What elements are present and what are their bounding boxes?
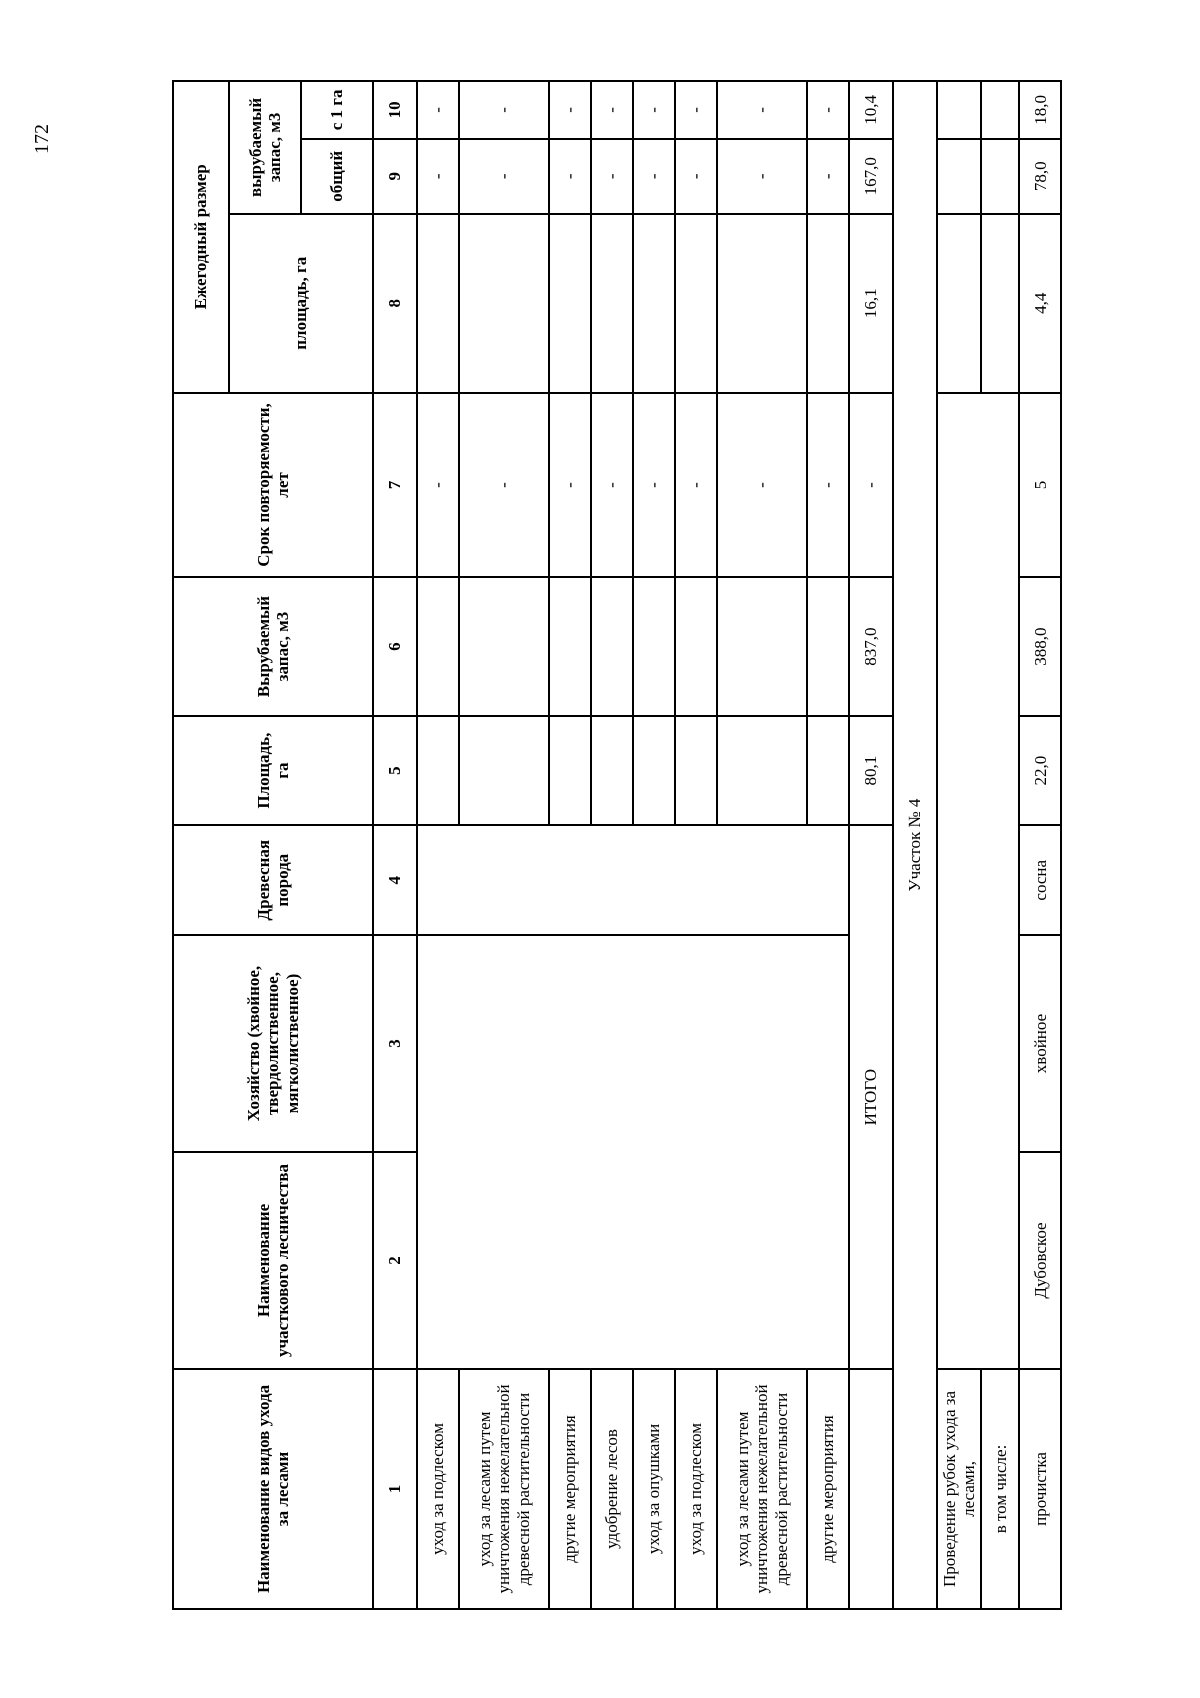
table-row	[1019, 81, 1061, 1609]
area-cell	[633, 716, 675, 826]
annual-area-cell: 4,4	[1019, 214, 1061, 393]
total-row	[849, 81, 893, 1609]
total-annual-area-cell: 16,1	[849, 214, 893, 393]
stock-cell	[591, 577, 633, 715]
header-care-type: Наименование видов ухода за лесами	[173, 1369, 373, 1609]
area-cell	[549, 716, 591, 826]
column-number: 8	[373, 214, 417, 393]
annual-per-ha-cell	[937, 81, 981, 139]
annual-total-cell: -	[459, 139, 549, 214]
annual-total-cell: -	[675, 139, 717, 214]
stock-cell	[675, 577, 717, 715]
header-annual-per-ha: с 1 га	[301, 81, 373, 139]
care-type-cell: прочистка	[1019, 1369, 1061, 1609]
table-row	[417, 81, 459, 1609]
annual-area-cell	[807, 214, 849, 393]
period-cell: -	[633, 393, 675, 578]
column-number: 9	[373, 139, 417, 214]
column-number: 4	[373, 825, 417, 935]
header-annual-stock: вырубаемый запас, м3	[229, 81, 301, 214]
area-cell	[591, 716, 633, 826]
table-row	[937, 81, 981, 1609]
header-species: Древесная порода	[173, 825, 373, 935]
annual-area-cell	[591, 214, 633, 393]
empty-merged-cell	[417, 935, 849, 1369]
total-area-cell: 80,1	[849, 716, 893, 826]
period-cell: -	[675, 393, 717, 578]
table-frame	[172, 80, 1050, 1610]
annual-area-cell	[937, 214, 981, 393]
stock-cell	[417, 577, 459, 715]
annual-per-ha-cell: -	[675, 81, 717, 139]
area-cell	[459, 716, 549, 826]
header-area: Площадь, га	[173, 716, 373, 826]
stock-cell	[549, 577, 591, 715]
stock-cell	[459, 577, 549, 715]
period-cell: -	[591, 393, 633, 578]
annual-total-cell: 78,0	[1019, 139, 1061, 214]
column-number: 3	[373, 935, 417, 1152]
header-forestry: Наименование участкового лесничества	[173, 1152, 373, 1369]
species-cell: сосна	[1019, 825, 1061, 935]
farm-type-cell: хвойное	[1019, 935, 1061, 1152]
period-cell: -	[717, 393, 807, 578]
period-cell: -	[549, 393, 591, 578]
total-stock-cell: 837,0	[849, 577, 893, 715]
annual-per-ha-cell: -	[633, 81, 675, 139]
column-number: 6	[373, 577, 417, 715]
forestry-cell: Дубовское	[1019, 1152, 1061, 1369]
annual-per-ha-cell: -	[717, 81, 807, 139]
period-cell: -	[459, 393, 549, 578]
annual-per-ha-cell: -	[591, 81, 633, 139]
annual-per-ha-cell: -	[459, 81, 549, 139]
header-annual-total: общий	[301, 139, 373, 214]
header-annual-area: площадь, га	[229, 214, 373, 393]
header-stock: Вырубаемый запас, м3	[173, 577, 373, 715]
annual-total-cell	[981, 139, 1019, 214]
area-cell	[417, 716, 459, 826]
area-cell: 22,0	[1019, 716, 1061, 826]
annual-per-ha-cell: -	[807, 81, 849, 139]
annual-area-cell	[717, 214, 807, 393]
annual-total-cell: -	[549, 139, 591, 214]
annual-area-cell	[459, 214, 549, 393]
annual-total-cell	[937, 139, 981, 214]
area-cell	[675, 716, 717, 826]
total-blank-cell	[849, 1369, 893, 1609]
annual-total-cell: -	[417, 139, 459, 214]
care-type-cell: уход за лесами путем уничтожения нежелательной древесной растительности	[717, 1369, 807, 1609]
stock-cell	[633, 577, 675, 715]
annual-per-ha-cell: -	[417, 81, 459, 139]
care-type-cell: Проведение рубок ухода за лесами,	[937, 1369, 981, 1609]
column-numbers-row	[373, 81, 417, 1609]
care-type-cell: удобрение лесов	[591, 1369, 633, 1609]
page-number: 172	[31, 124, 53, 154]
annual-area-cell	[981, 214, 1019, 393]
header-annual-size: Ежегодный размер	[173, 81, 229, 393]
total-period-cell: -	[849, 393, 893, 578]
period-cell: -	[807, 393, 849, 578]
total-annual-per-ha-cell: 10,4	[849, 81, 893, 139]
annual-area-cell	[675, 214, 717, 393]
annual-per-ha-cell: 18,0	[1019, 81, 1061, 139]
period-cell: -	[417, 393, 459, 578]
care-type-cell: в том числе:	[981, 1369, 1019, 1609]
forest-care-table	[172, 80, 1062, 1610]
section-row	[893, 81, 937, 1609]
care-type-cell: уход за подлеском	[417, 1369, 459, 1609]
empty-merged-cell	[937, 393, 1019, 1369]
area-cell	[807, 716, 849, 826]
period-cell: 5	[1019, 393, 1061, 578]
column-number: 10	[373, 81, 417, 139]
annual-total-cell: -	[717, 139, 807, 214]
care-type-cell: другие мероприятия	[807, 1369, 849, 1609]
empty-species-cell	[417, 825, 849, 935]
care-type-cell: другие мероприятия	[549, 1369, 591, 1609]
annual-per-ha-cell: -	[549, 81, 591, 139]
column-number: 5	[373, 716, 417, 826]
annual-area-cell	[417, 214, 459, 393]
annual-total-cell: -	[807, 139, 849, 214]
total-annual-total-cell: 167,0	[849, 139, 893, 214]
header-period: Срок повторяемости, лет	[173, 393, 373, 578]
annual-total-cell: -	[633, 139, 675, 214]
annual-per-ha-cell	[981, 81, 1019, 139]
stock-cell	[807, 577, 849, 715]
care-type-cell: уход за опушками	[633, 1369, 675, 1609]
care-type-cell: уход за подлеском	[675, 1369, 717, 1609]
total-label: ИТОГО	[849, 825, 893, 1369]
header-farm-type: Хозяйство (хвойное, твердолиственное, мягколиственное)	[173, 935, 373, 1152]
column-number: 7	[373, 393, 417, 578]
column-number: 1	[373, 1369, 417, 1609]
area-cell	[717, 716, 807, 826]
column-number: 2	[373, 1152, 417, 1369]
stock-cell	[717, 577, 807, 715]
annual-area-cell	[549, 214, 591, 393]
section-title: Участок № 4	[893, 81, 937, 1609]
care-type-cell: уход за лесами путем уничтожения нежелательной древесной растительности	[459, 1369, 549, 1609]
annual-total-cell: -	[591, 139, 633, 214]
annual-area-cell	[633, 214, 675, 393]
stock-cell: 388,0	[1019, 577, 1061, 715]
